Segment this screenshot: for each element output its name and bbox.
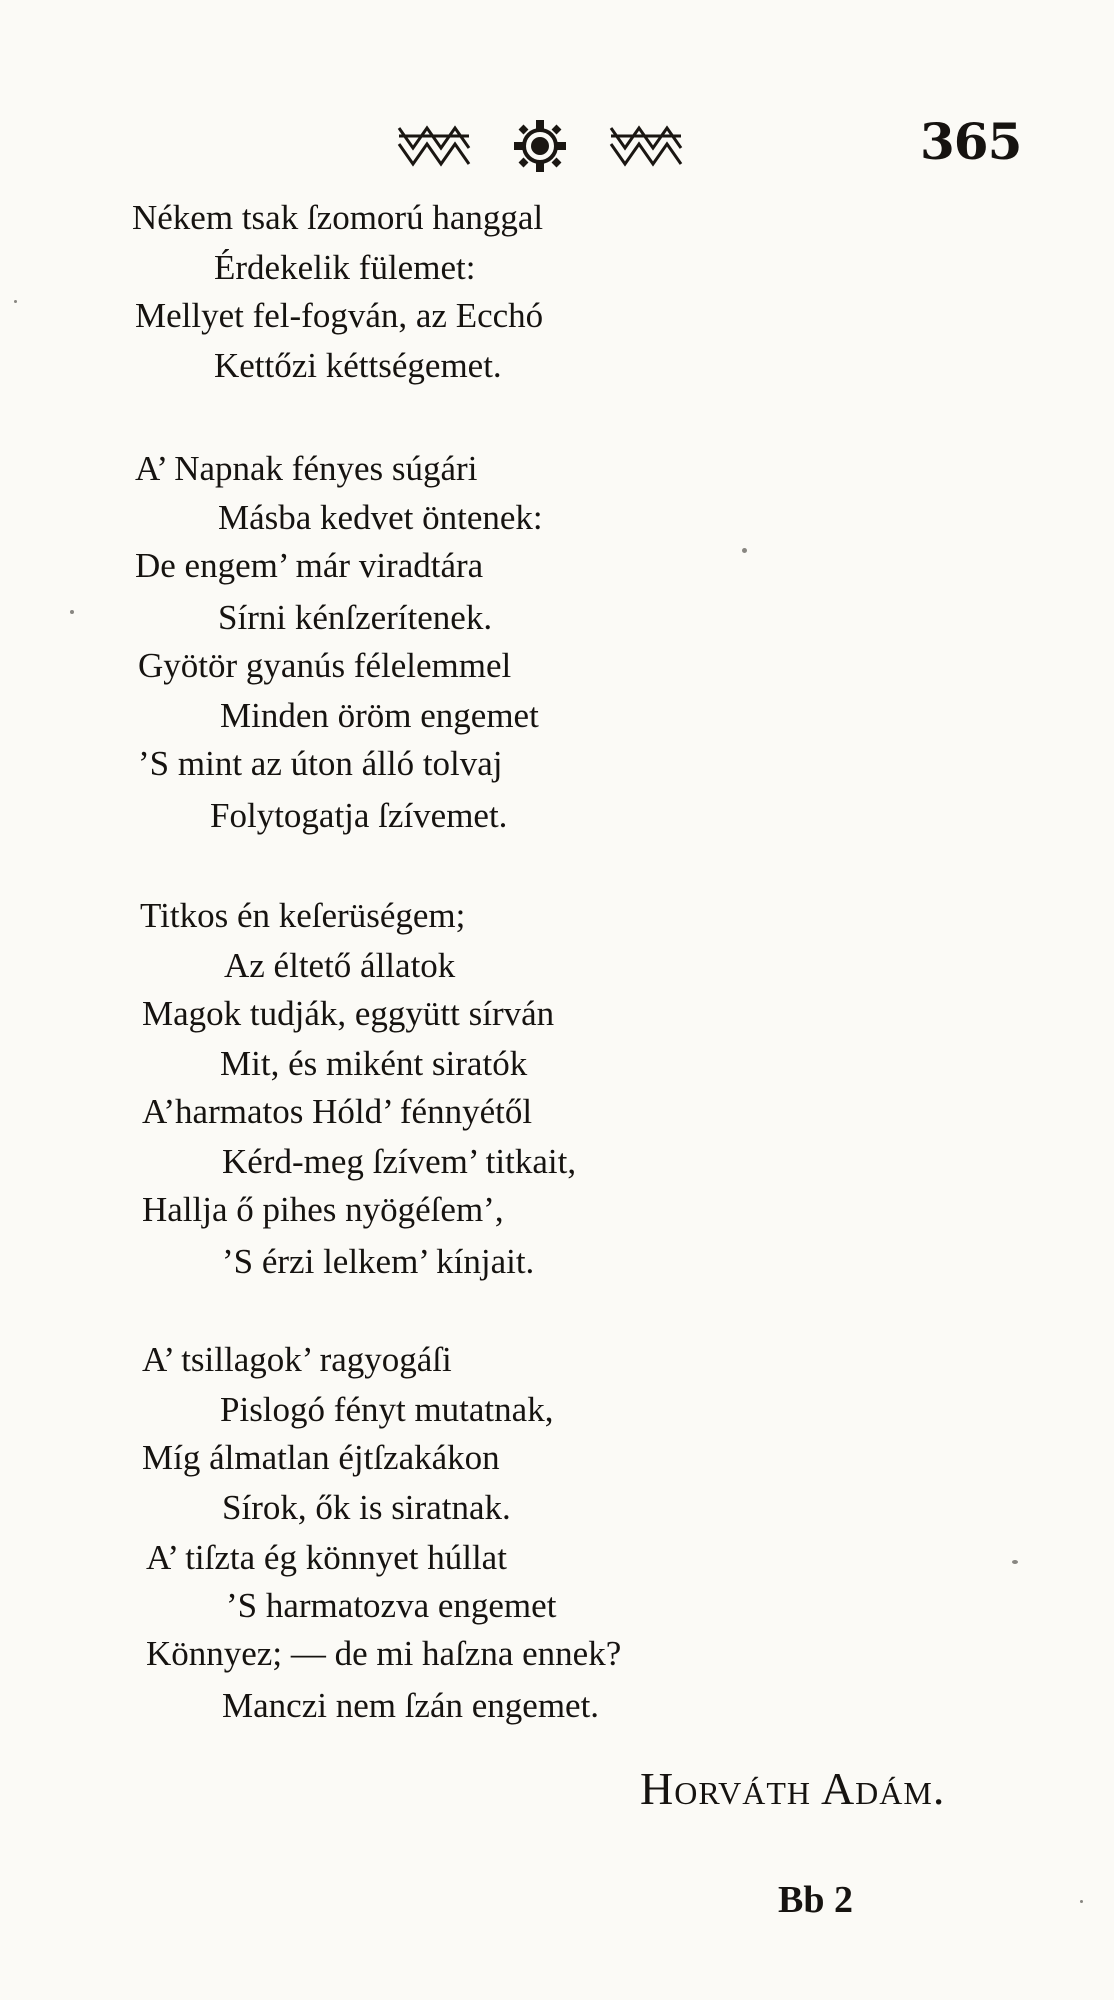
paper-speck	[1080, 1900, 1083, 1903]
poem-line: Mit, és miként siratók	[220, 1044, 528, 1083]
poem-line: Folytogatja ſzívemet.	[210, 796, 508, 835]
poem-line: Magok tudják, eggyütt sírván	[142, 994, 555, 1033]
poem-line: De engem’ már viradtára	[135, 546, 484, 585]
poem-line: A’ tiſzta ég könnyet húllat	[146, 1538, 507, 1577]
poem-line: Hallja ő pihes nyögéſem’,	[142, 1190, 504, 1229]
paper-speck	[1012, 1560, 1018, 1564]
paper-speck	[14, 300, 17, 303]
poem-line: Mellyet fel-fogván, az Ecchó	[135, 296, 544, 335]
page-number: 365	[920, 112, 1022, 171]
poem-line: Nékem tsak ſzomorú hanggal	[132, 198, 544, 237]
poem-line: A’ tsillagok’ ragyogáſi	[142, 1340, 452, 1379]
poem-line: Kérd-meg ſzívem’ titkait,	[222, 1142, 577, 1181]
poem-line: ’S mint az úton álló tolvaj	[138, 744, 503, 783]
author-signature: Horváth Adám.	[640, 1763, 946, 1814]
poem-line: Érdekelik fülemet:	[214, 248, 476, 287]
poem-line: Pislogó fényt mutatnak,	[220, 1390, 554, 1429]
poem-line: Minden öröm engemet	[220, 696, 539, 735]
paper-speck	[70, 610, 74, 614]
poem-line: Míg álmatlan éjtſzakákon	[142, 1438, 500, 1477]
poem-line: A’harmatos Hóld’ fénnyétől	[142, 1092, 533, 1131]
poem-line: Kettőzi kéttségemet.	[214, 346, 502, 385]
paper-speck	[742, 548, 747, 553]
fleuron-ornament-icon	[395, 118, 685, 174]
signature-mark: Bb 2	[778, 1879, 853, 1921]
poem-line: Sírni kénſzerítenek.	[218, 598, 493, 637]
poem-line: Másba kedvet öntenek:	[218, 498, 543, 537]
poem-line: Könnyez; — de mi haſzna ennek?	[146, 1634, 622, 1673]
poem-line: Az éltető állatok	[224, 946, 456, 985]
poem-line: Manczi nem ſzán engemet.	[222, 1686, 600, 1725]
poem-line: Sírok, ők is siratnak.	[222, 1488, 511, 1527]
poem-line: ’S harmatozva engemet	[226, 1586, 557, 1625]
poem-line: Gyötör gyanús félelemmel	[138, 646, 512, 685]
poem-line: A’ Napnak fényes súgári	[135, 449, 478, 488]
poem-line: ’S érzi lelkem’ kínjait.	[222, 1242, 535, 1281]
poem-line: Titkos én keſerüségem;	[140, 896, 466, 935]
